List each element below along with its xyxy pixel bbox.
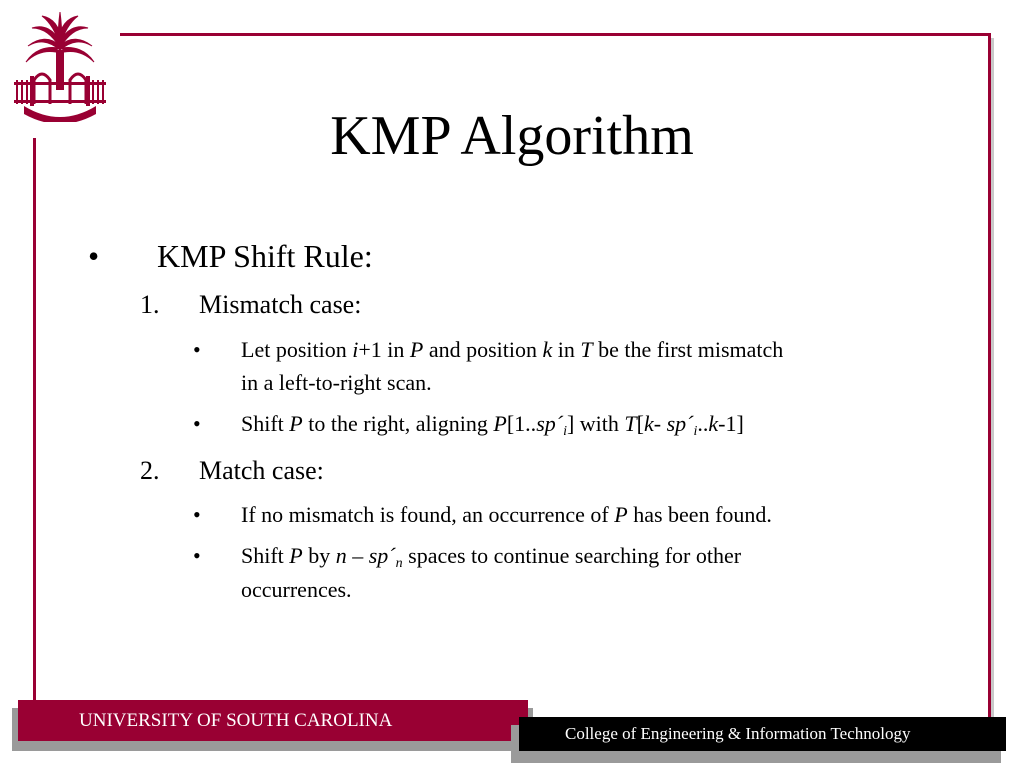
footer-college-name: College of Engineering & Information Technology bbox=[565, 724, 911, 743]
case-1-item-2-dot: • bbox=[193, 411, 201, 436]
case-2-item-2-dot: • bbox=[193, 543, 201, 568]
case-1-item-1-line-2: in a left-to-right scan. bbox=[241, 370, 432, 395]
footer-university-name: UNIVERSITY OF SOUTH CAROLINA bbox=[79, 710, 393, 731]
main-bullet-dot: • bbox=[88, 238, 100, 274]
case-2-item-1-text: If no mismatch is found, an occurrence of P has been found. bbox=[241, 502, 772, 527]
case-1-item-1-dot: • bbox=[193, 337, 201, 362]
case-1-item-2-text: Shift P to the right, aligning $P[1..sp´_i]$ with T[k- $sp´_i..k-1$] bbox=[241, 411, 744, 439]
seal-year: 1801 bbox=[51, 108, 69, 118]
frame-left-rule bbox=[33, 138, 36, 704]
case-1-label: Mismatch case: bbox=[199, 290, 362, 319]
case-1-item-1-line-1: Let position i+1 in P and position k in T be the first mismatch bbox=[241, 337, 784, 362]
case-2-item-2-line-1: Shift P by n – $sp´_n$ spaces to continue searching for other bbox=[241, 543, 742, 571]
footer-university-bar bbox=[18, 700, 528, 741]
case-2-label: Match case: bbox=[199, 456, 324, 485]
main-bullet-text: KMP Shift Rule: bbox=[157, 238, 373, 274]
case-2-number: 2. bbox=[140, 456, 160, 485]
case-2-item-2-line-2: occurrences. bbox=[241, 577, 352, 602]
case-1-number: 1. bbox=[140, 290, 160, 319]
case-2-item-1-dot: • bbox=[193, 502, 201, 527]
footer-college-bar bbox=[519, 717, 1006, 751]
frame-top-rule bbox=[120, 33, 991, 36]
slide-title: KMP Algorithm bbox=[330, 105, 694, 167]
